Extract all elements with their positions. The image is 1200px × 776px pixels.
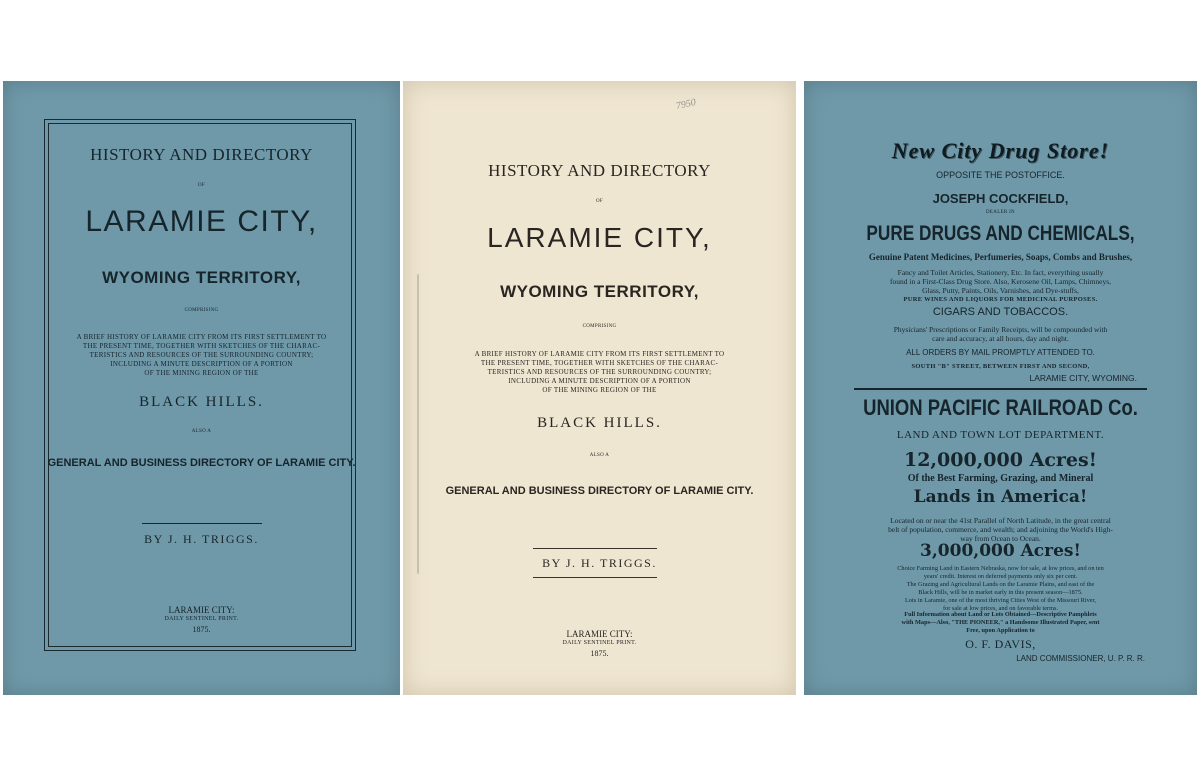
- ad-choice-4: Black Hills, will be in market early in this present season—1875.: [918, 589, 1083, 596]
- ad-located-1: Located on or near the 41st Parallel of North Latitude, in the great central: [890, 516, 1111, 525]
- ad-department: LAND AND TOWN LOT DEPARTMENT.: [896, 429, 1105, 441]
- cover-comprising: COMPRISING: [184, 308, 219, 313]
- ad-choice-9: Free, upon Application to: [966, 627, 1035, 634]
- ad-located-2: belt of population, commerce, and wealth; and adjoining the World's High-: [888, 525, 1113, 534]
- pencil-note: 7950: [675, 97, 697, 112]
- cream-title-page: [403, 81, 796, 695]
- title-imprint-1: LARAMIE CITY:: [566, 629, 633, 639]
- cover-black-hills: BLACK HILLS.: [139, 394, 264, 410]
- ad-agent-name: O. F. DAVIS,: [965, 637, 1036, 651]
- ad-acres-3m: 3,000,000 Acres!: [920, 541, 1081, 561]
- ad-owner: JOSEPH COCKFIELD,: [932, 191, 1069, 206]
- ad-agent-title: LAND COMMISSIONER, U. P. R. R.: [1016, 654, 1145, 663]
- title-year: 1875.: [590, 649, 609, 658]
- cover-border-frame: [48, 123, 352, 647]
- cover-desc-4: INCLUDING A MINUTE DESCRIPTION OF A PORTION: [110, 360, 293, 368]
- title-rule-top: [533, 548, 657, 549]
- cover-imprint-2: DAILY SENTINEL PRINT.: [164, 616, 239, 622]
- ad-best-farming: Of the Best Farming, Grazing, and Mineral: [907, 473, 1094, 484]
- ad-choice-3: The Grazing and Agricultural Lands on the Laramie Plains, and east of the: [906, 581, 1095, 588]
- ad-divider-rule: [854, 388, 1147, 390]
- title-rule-bottom: [533, 577, 657, 578]
- ad-lands: Lands in America!: [913, 487, 1088, 507]
- cover-territory: WYOMING TERRITORY,: [102, 268, 301, 287]
- title-also: ALSO A: [589, 453, 610, 458]
- cover-directory: GENERAL AND BUSINESS DIRECTORY OF LARAMIE CITY.: [47, 457, 356, 469]
- cover-city: LARAMIE CITY,: [85, 205, 318, 238]
- ad-fancy-2: found in a First-Class Drug Store. Also, Kerosene Oil, Lamps, Chimneys,: [889, 277, 1112, 286]
- ad-patent: Genuine Patent Medicines, Perfumeries, Soaps, Combs and Brushes,: [868, 252, 1133, 262]
- ad-dealer-in: DEALER IN: [986, 210, 1015, 215]
- ad-fancy-1: Fancy and Toilet Articles, Stationery, Etc. In fact, everything usually: [897, 268, 1104, 277]
- blue-front-cover: [3, 81, 400, 695]
- ad-cigars: CIGARS AND TOBACCOS.: [932, 306, 1069, 318]
- cover-desc-5: OF THE MINING REGION OF THE: [144, 369, 259, 377]
- ad-rx-1: Physicians' Prescriptions or Family Receipts, will be compounded with: [893, 325, 1108, 334]
- ad-opposite: OPPOSITE THE POSTOFFICE.: [936, 170, 1065, 180]
- title-imprint-2: DAILY SENTINEL PRINT.: [562, 640, 637, 646]
- cover-title-line1: HISTORY AND DIRECTORY: [90, 145, 313, 164]
- ad-choice-8: with Maps—Also, "THE PIONEER," a Handsome Illustrated Paper, sent: [901, 619, 1100, 626]
- ad-railroad: UNION PACIFIC RAILROAD Co.: [863, 395, 1138, 420]
- title-desc-4: INCLUDING A MINUTE DESCRIPTION OF A PORTION: [508, 377, 691, 385]
- ad-city-state: LARAMIE CITY, WYOMING.: [1029, 373, 1137, 383]
- cover-desc-2: THE PRESENT TIME, TOGETHER WITH SKETCHES OF THE CHARAC-: [82, 342, 321, 350]
- title-city: LARAMIE CITY,: [487, 222, 712, 253]
- title-desc-5: OF THE MINING REGION OF THE: [542, 386, 657, 394]
- cover-imprint-1: LARAMIE CITY:: [168, 605, 235, 615]
- title-black-hills: BLACK HILLS.: [537, 415, 662, 431]
- cover-of: OF: [198, 183, 205, 188]
- cover-desc-3: TERISTICS AND RESOURCES OF THE SURROUNDING COUNTRY;: [89, 351, 314, 359]
- title-desc-2: THE PRESENT TIME, TOGETHER WITH SKETCHES OF THE CHARAC-: [480, 359, 719, 367]
- ad-store-name: New City Drug Store!: [891, 138, 1110, 163]
- title-territory: WYOMING TERRITORY,: [500, 282, 699, 301]
- cover-desc-1: A BRIEF HISTORY OF LARAMIE CITY FROM ITS FIRST SETTLEMENT TO: [76, 333, 327, 341]
- ad-choice-5: Lots in Laramie, one of the most thriving Cities West of the Missouri River,: [905, 597, 1096, 604]
- title-author: BY J. H. TRIGGS.: [542, 556, 657, 570]
- title-of: OF: [596, 199, 603, 204]
- ad-choice-6: for sale at low prices, and on favorable terms.: [942, 605, 1059, 612]
- ad-choice-2: years' credit. Interest on deferred payments only six per cent.: [923, 573, 1078, 580]
- ad-choice-7: Full Information about Land or Lots Obtained—Descriptive Pamphlets: [904, 611, 1097, 618]
- ad-choice-1: Choice Farming Land in Eastern Nebraska, now for sale, at low prices, and on ten: [897, 565, 1104, 572]
- ad-drugs: PURE DRUGS AND CHEMICALS,: [866, 222, 1135, 245]
- title-line1: HISTORY AND DIRECTORY: [488, 161, 711, 180]
- ad-located-3: way from Ocean to Ocean.: [960, 534, 1041, 543]
- title-directory: GENERAL AND BUSINESS DIRECTORY OF LARAMIE CITY.: [445, 485, 754, 497]
- title-desc-1: A BRIEF HISTORY OF LARAMIE CITY FROM ITS FIRST SETTLEMENT TO: [474, 350, 725, 358]
- blue-back-cover-ads: [804, 81, 1197, 695]
- ad-acres-12m: 12,000,000 Acres!: [903, 449, 1098, 471]
- title-comprising: COMPRISING: [582, 324, 617, 329]
- ad-fancy-3: Glass, Putty, Paints, Oils, Varnishes, and Dye-stuffs,: [922, 286, 1079, 295]
- cover-also: ALSO A: [191, 429, 212, 434]
- title-desc-3: TERISTICS AND RESOURCES OF THE SURROUNDING COUNTRY;: [487, 368, 712, 376]
- ad-mail: ALL ORDERS BY MAIL PROMPTLY ATTENDED TO.: [906, 348, 1095, 357]
- ad-wines: PURE WINES AND LIQUORS FOR MEDICINAL PURPOSES.: [903, 296, 1098, 303]
- ad-rx-2: care and accuracy, at all hours, day and night.: [932, 334, 1069, 343]
- cover-author: BY J. H. TRIGGS.: [144, 532, 259, 546]
- ad-street: SOUTH "B" STREET, BETWEEN FIRST AND SECOND,: [911, 363, 1090, 370]
- cover-year: 1875.: [192, 625, 211, 634]
